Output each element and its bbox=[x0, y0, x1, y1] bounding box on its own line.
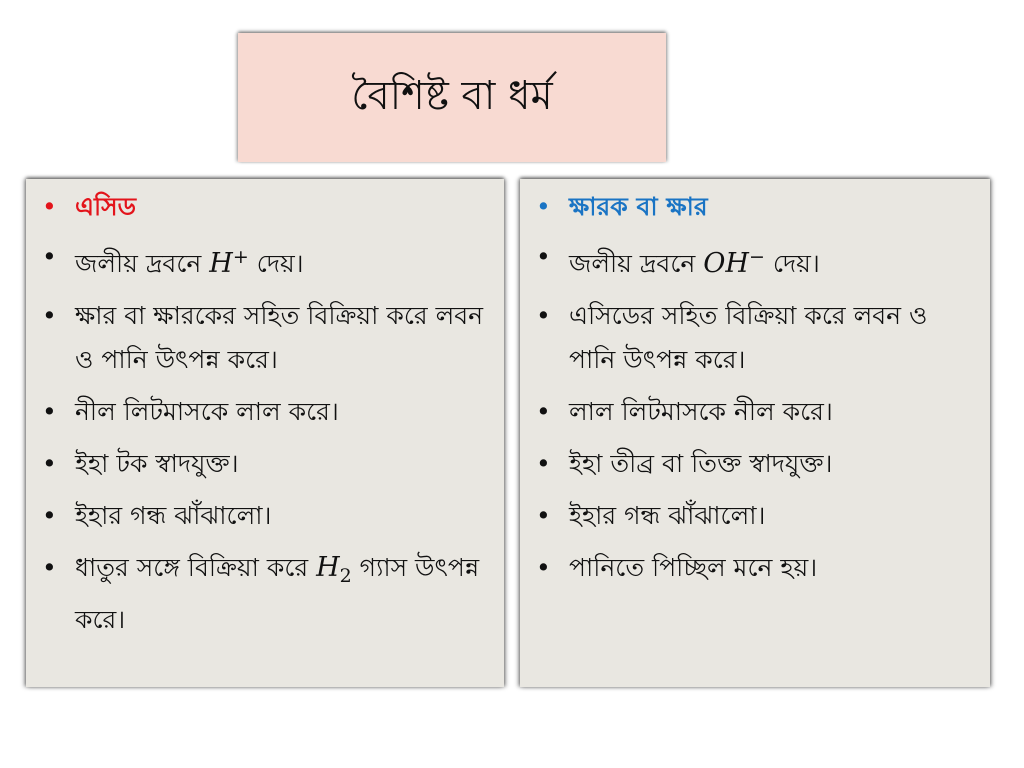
list-item bbox=[40, 294, 490, 382]
item-text: গ্যাস উৎপন্ন করে। bbox=[75, 553, 480, 634]
list-item bbox=[534, 494, 976, 538]
item-text: জলীয় দ্রবনে bbox=[75, 249, 210, 278]
bullet-icon: • bbox=[42, 449, 57, 478]
item-text: ইহার গন্ধ ঝাঁঝালো। bbox=[569, 501, 766, 530]
bullet-icon: • bbox=[42, 192, 57, 221]
bullet-icon: • bbox=[536, 449, 551, 478]
base-heading-item bbox=[534, 185, 976, 229]
item-text: দেয়। bbox=[248, 249, 304, 278]
item-text: ইহা তীব্র বা তিক্ত স্বাদযুক্ত। bbox=[569, 449, 833, 478]
list-item bbox=[40, 442, 490, 486]
bullet-icon: • bbox=[536, 553, 551, 582]
base-panel bbox=[520, 179, 990, 687]
bullet-icon: • bbox=[42, 397, 57, 426]
bullet-icon: • bbox=[536, 242, 551, 271]
bullet-icon: • bbox=[42, 553, 57, 582]
math-formula: OH− bbox=[703, 246, 765, 279]
list-item bbox=[534, 546, 976, 590]
title-box bbox=[238, 33, 666, 162]
acid-list bbox=[40, 185, 490, 642]
page-title: বৈশিষ্ট বা ধর্ম bbox=[351, 73, 553, 119]
item-text: এসিডের সহিত বিক্রিয়া করে লবন ও পানি উৎপন্ন করে। bbox=[569, 301, 928, 374]
item-text: দেয়। bbox=[764, 249, 820, 278]
list-item bbox=[40, 494, 490, 538]
bullet-icon: • bbox=[42, 501, 57, 530]
bullet-icon: • bbox=[42, 301, 57, 330]
list-item bbox=[534, 442, 976, 486]
bullet-icon: • bbox=[536, 397, 551, 426]
math-formula: H+ bbox=[209, 246, 249, 279]
list-item bbox=[40, 546, 490, 642]
item-text: পানিতে পিচ্ছিল মনে হয়। bbox=[569, 553, 818, 582]
math-formula: $H_2$ bbox=[316, 552, 352, 587]
item-text: ক্ষার বা ক্ষারকের সহিত বিক্রিয়া করে লবন ও পানি উৎপন্ন করে। bbox=[75, 301, 484, 374]
list-item bbox=[534, 390, 976, 434]
item-text: লাল লিটমাসকে নীল করে। bbox=[569, 397, 833, 426]
item-text: জলীয় দ্রবনে bbox=[569, 249, 704, 278]
list-item bbox=[534, 294, 976, 382]
base-heading: ক্ষারক বা ক্ষার bbox=[569, 192, 708, 221]
bullet-icon: • bbox=[536, 301, 551, 330]
item-text: নীল লিটমাসকে লাল করে। bbox=[75, 397, 339, 426]
list-item bbox=[534, 235, 976, 286]
item-text: ইহা টক স্বাদযুক্ত। bbox=[75, 449, 239, 478]
list-item bbox=[40, 390, 490, 434]
bullet-icon: • bbox=[42, 242, 57, 271]
acid-heading: এসিড bbox=[75, 192, 137, 221]
bullet-icon: • bbox=[536, 192, 551, 221]
item-text: ইহার গন্ধ ঝাঁঝালো। bbox=[75, 501, 272, 530]
bullet-icon: • bbox=[536, 501, 551, 530]
acid-heading-item bbox=[40, 185, 490, 229]
base-list bbox=[534, 185, 976, 590]
list-item bbox=[40, 235, 490, 286]
acid-panel bbox=[26, 179, 504, 687]
item-text: ধাতুর সঙ্গে বিক্রিয়া করে bbox=[75, 553, 317, 582]
